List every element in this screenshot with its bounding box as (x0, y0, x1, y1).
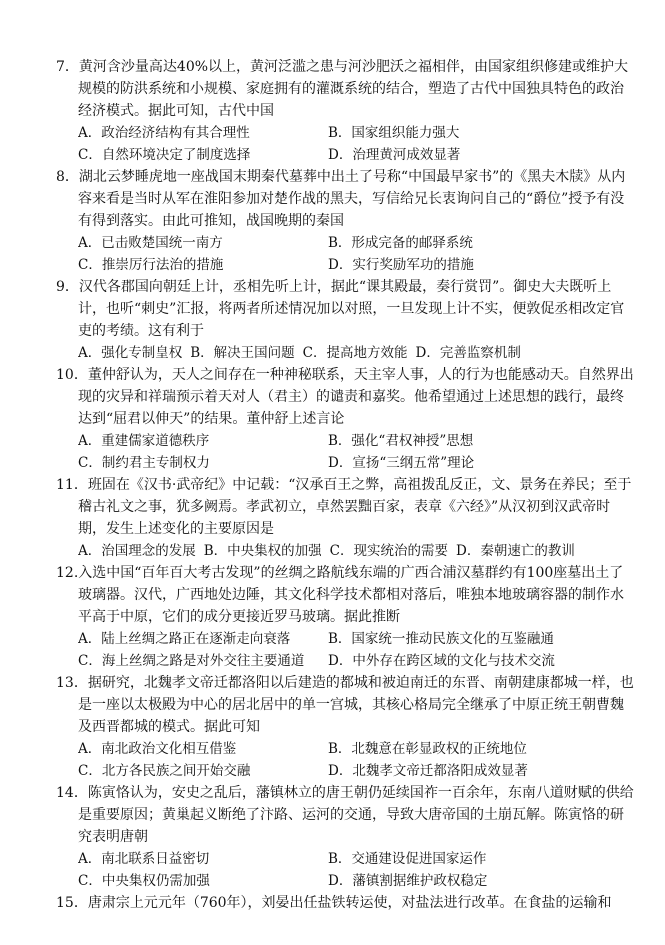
option-b: B．国家统一推动民族文化的互鉴融通 (328, 631, 554, 647)
option-d: D．宣扬“三纲五常”理论 (328, 455, 475, 471)
option-b: B．中央集权的加强 (203, 543, 322, 559)
option-b: B．交通建设促进国家运作 (328, 851, 487, 867)
option-a: A．已击败楚国统一南方 (78, 235, 223, 251)
option-b: B．强化“君权神授”思想 (328, 433, 474, 449)
option-a: A．政治经济结构有其合理性 (78, 125, 250, 141)
question-stem: 11．班固在《汉书·武帝纪》中记载：“汉承百王之弊，高祖拨乱反正，文、景务在养民；至于稽古礼文之事，犹多阙焉。孝武初立，卓然罢黜百家，表章《六经》”从汉初到汉武帝时期，发生上述变化的主要原因是 (56, 477, 632, 537)
option-c: C．中央集权仍需加强 (78, 873, 210, 889)
option-b: B．解决王国问题 (190, 345, 295, 361)
question-stem: 15．唐肃宗上元元年（760年），刘晏出任盐铁转运使，对盐法进行改革。在食盐的运输和 (56, 895, 612, 911)
question-7 (56, 56, 635, 166)
question-stem: 10．董仲舒认为，天人之间存在一种神秘联系，天主宰人事，人的行为也能感动天。自然界出现的灾异和祥瑞预示着天对人（君主）的谴责和嘉奖。他希望通过上述思想的践行，最终达到“屈君以伸天”的结果。董仲舒上述言论 (56, 367, 634, 427)
options (56, 738, 635, 782)
option-a: A．陆上丝绸之路正在逐渐走向衰落 (78, 631, 291, 647)
options (56, 122, 635, 166)
option-d: D．实行奖励军功的措施 (328, 257, 474, 273)
option-a: A．南北政治文化相互借鉴 (78, 741, 237, 757)
option-a: A．治国理念的发展 (78, 543, 196, 559)
question-10 (56, 364, 635, 474)
question-11 (56, 474, 635, 562)
option-d: D．藩镇割据维护政权稳定 (328, 873, 488, 889)
options (56, 430, 635, 474)
option-a: A．强化专制皇权 (78, 345, 183, 361)
option-d: D．完善监察机制 (415, 345, 521, 361)
option-c: C．推崇厉行法治的措施 (78, 257, 224, 273)
option-b: B．形成完备的邮驿系统 (328, 235, 473, 251)
option-d: D．治理黄河成效显著 (328, 147, 461, 163)
question-8 (56, 166, 635, 276)
options (56, 232, 635, 276)
option-c: C．北方各民族之间开始交融 (78, 763, 251, 779)
question-13 (56, 672, 635, 782)
options (56, 848, 635, 892)
question-stem: 14．陈寅恪认为，安史之乱后，藩镇林立的唐王朝仍延续国祚一百余年，东南八道财赋的供给是重要原因；黄巢起义断绝了汴路、运河的交通，导致大唐帝国的土崩瓦解。陈寅恪的研究表明唐朝 (56, 785, 634, 845)
option-a: A．重建儒家道德秩序 (78, 433, 210, 449)
question-stem: 9．汉代各郡国向朝廷上计，丞相先听上计，据此“课其殿最，奏行赏罚”。御史大夫既听上计，也听“刺史”汇报，将两者所述情况加以对照，一旦发现上计不实，便敦促丞相改定官吏的考绩。这有利于 (56, 279, 625, 339)
options (56, 540, 635, 562)
option-d: D．中外存在跨区域的文化与技术交流 (328, 653, 555, 669)
question-14 (56, 782, 635, 892)
options (56, 342, 635, 364)
option-c: C．自然环境决定了制度选择 (78, 147, 251, 163)
question-stem: 12.入选中国“百年百大考古发现”的丝绸之路航线东端的广西合浦汉墓群约有100座墓出土了玻璃器。汉代，广西地处边陲，其文化科学技术都相对落后，唯独本地玻璃容器的制作水平高于中原，它们的成分更接近罗马玻璃。据此推断 (56, 565, 624, 625)
option-c: C．现实统治的需要 (329, 543, 449, 559)
question-9 (56, 276, 635, 364)
option-c: C．海上丝绸之路是对外交往主要通道 (78, 653, 305, 669)
option-c: C．提高地方效能 (302, 345, 408, 361)
options (56, 628, 635, 672)
option-b: B．北魏意在彰显政权的正统地位 (328, 741, 527, 757)
option-a: A．南北联系日益密切 (78, 851, 210, 867)
question-stem: 7．黄河含沙量高达40%以上，黄河泛滥之患与河沙肥沃之福相伴，由国家组织修建或维护大规模的防洪系统和小规模、家庭拥有的灌溉系统的结合，塑造了古代中国独具特色的政治经济模式。据此可知，古代中国 (56, 59, 629, 119)
option-d: D．北魏孝文帝迁都洛阳成效显著 (328, 763, 528, 779)
question-stem: 13．据研究，北魏孝文帝迁都洛阳以后建造的都城和被迫南迁的东晋、南朝建康都城一样，也是一座以太极殿为中心的居北居中的单一宫城，其核心格局完全继承了中原正统王朝曹魏及西晋都城的模式。据此可知 (56, 675, 634, 735)
question-12 (56, 562, 635, 672)
option-b: B．国家组织能力强大 (328, 125, 460, 141)
question-stem: 8．湖北云梦睡虎地一座战国末期秦代墓葬中出土了号称“中国最早家书”的《黑夫木牍》从内容来看是当时从军在淮阳参加对楚作战的黑夫，写信给兄长衷询问自己的“爵位”授予有没有得到落实。由此可推知，战国晚期的秦国 (56, 169, 626, 229)
question-15 (56, 892, 635, 914)
option-d: D．秦朝速亡的教训 (456, 543, 575, 559)
option-c: C．制约君主专制权力 (78, 455, 210, 471)
